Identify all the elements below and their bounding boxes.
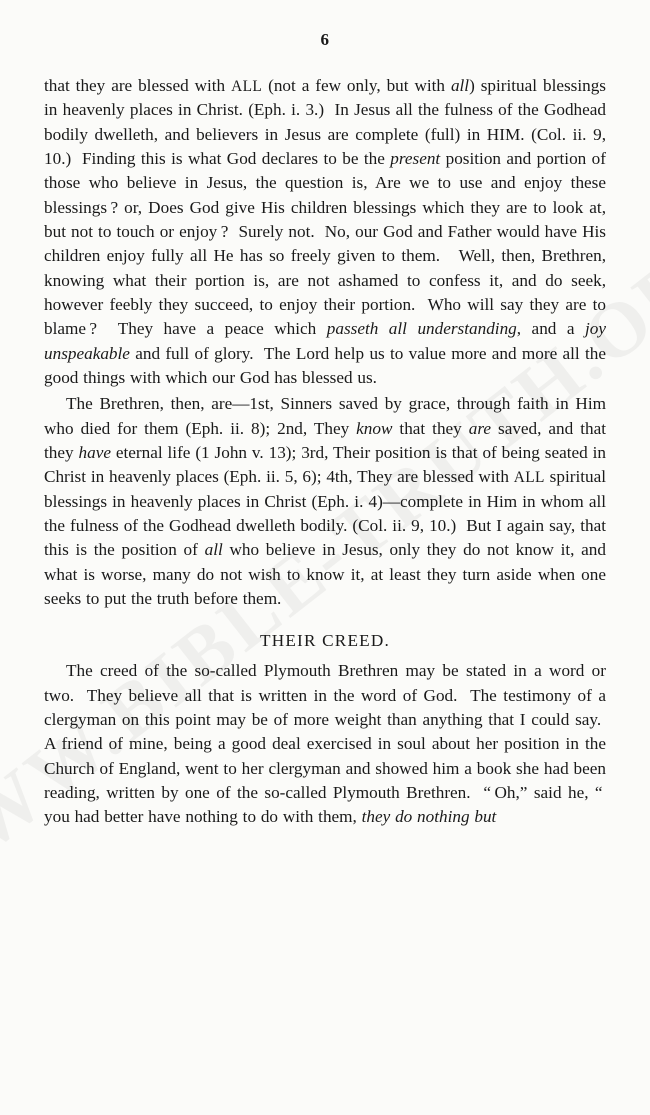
page-number: 6 [320,30,330,49]
small-caps-all-2: ALL [513,469,545,487]
paragraph-2: The Brethren, then, are—1st, Sinners saved by grace, through faith in Him who died for them (Eph. ii. 8); 2nd, They know that they are saved, and that they have eternal life (1 John v. 13); 3rd, Their position is that of being seated in Christ in heavenly places (Eph. ii. 5, 6); 4th, They are blessed with ALL spiritual blessings in heavenly places in Christ (Eph. i. 4)—complete in Him in whom all the fulness of the Godhead dwelleth bodily. (Col. ii. 9, 10.) But I again say, that this is the position of all who believe in Jesus, only they do not know it, and what is worse, many do not wish to know it, at least they turn aside when one seeks to put the truth before them. [44,394,606,608]
paragraph-3: The creed of the so-called Plymouth Brethren may be stated in a word or two. They believe all that is written in the word of God. The testimony of a clergyman on this point may be of more weight than anything that I could say. A friend of mine, being a good deal exercised in soul about her position in the Church of England, went to her clergyman and showed him a book she had been reading, written by one of the so-called Plymouth Brethren. “ Oh,” said he, “ you had better have nothing to do with them, they do nothing but [44,661,606,827]
small-caps-all: ALL [231,78,263,95]
paragraph-1: that they are blessed with ALL (not a few only, but with all) spiritual blessings in heavenly places in Christ. (Eph. i. 3.) In Jesus all the fulness of the Godhead bodily dwelleth, and believers in Jesus are complete (full) in HIM. (Col. ii. 9, 10.) Finding this is what God declares to be the present position and portion of those who believe in Jesus, the question is, Are we to use and enjoy these blessings ? or, Does God give His children blessings which they are to look at, but not to touch or enjoy ? Surely not. No, our God and Father would have His children enjoy fully all He has so freely given to them. Well, then, Brethren, knowing what their portion is, are not ashamed to confess it, and do seek, however feebly they succeed, to enjoy their portion. Who will say they are to blame ? They have a peace which passeth all understanding, and a joy unspeakable and full of glory. The Lord help us to value more and more all the good things with which our God has blessed us. [44,76,606,387]
section-heading: THEIR CREED. [260,631,390,651]
